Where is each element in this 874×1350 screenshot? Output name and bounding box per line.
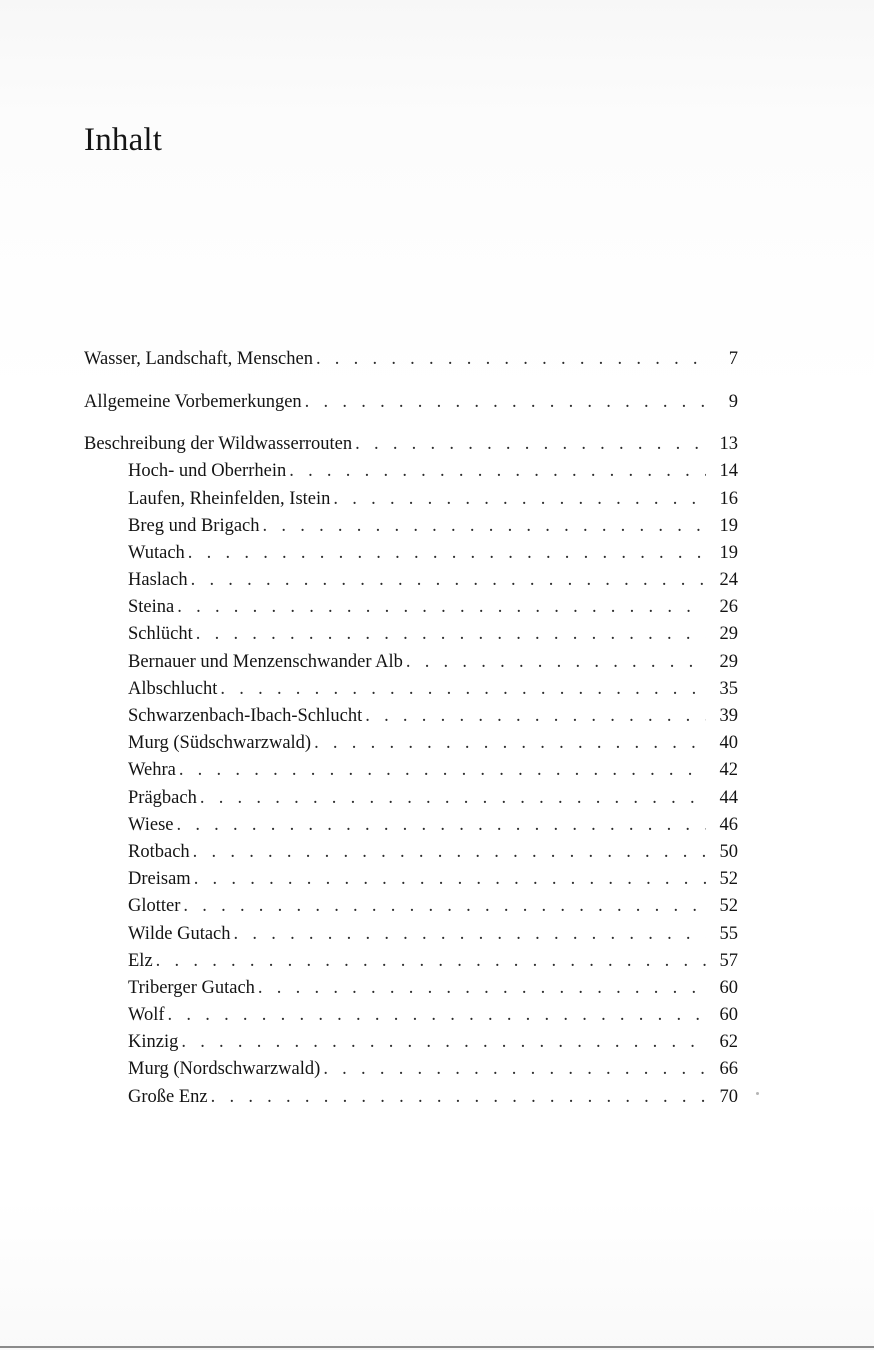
- toc-subentry: [84, 730, 738, 757]
- toc-page-number: 70: [719, 1086, 738, 1107]
- toc-page-number: 52: [719, 896, 738, 917]
- dot-leader: [173, 812, 706, 839]
- toc-subentry: [84, 975, 738, 1002]
- page-title: Inhalt: [84, 122, 163, 158]
- toc-entry-label: Wiese: [128, 814, 174, 835]
- toc-entry-label: Prägbach: [128, 787, 197, 808]
- toc-page-number: 29: [719, 624, 738, 645]
- dot-leader: [197, 785, 706, 812]
- toc-subentry: [84, 513, 738, 540]
- toc-entry: [84, 389, 738, 416]
- toc-page-number: 9: [728, 391, 738, 412]
- dot-leader: [352, 431, 706, 458]
- dot-leader: [165, 1002, 706, 1029]
- toc-entry-label: Wehra: [128, 760, 176, 781]
- toc-entry-label: Albschlucht: [128, 678, 218, 699]
- dot-leader: [286, 458, 706, 485]
- toc-page-number: 42: [719, 760, 738, 781]
- toc-subentry: [84, 921, 738, 948]
- dot-leader: [260, 513, 706, 540]
- toc-subentry: [84, 676, 738, 703]
- toc-entry-label: Große Enz: [128, 1086, 208, 1107]
- toc-entry-label: Hoch- und Oberrhein: [128, 461, 287, 482]
- toc-page-number: 35: [719, 678, 738, 699]
- toc-entry-label: Schwarzenbach-Ibach-Schlucht: [128, 706, 363, 727]
- toc-page-number: 44: [719, 787, 738, 808]
- toc-entry-label: Allgemeine Vorbemerkungen: [84, 391, 302, 412]
- dot-leader: [190, 839, 706, 866]
- toc-entry: [84, 431, 738, 458]
- toc-page-number: 57: [719, 950, 738, 971]
- toc-subentry: [84, 785, 738, 812]
- toc-page-number: 50: [719, 841, 738, 862]
- toc-page-number: 19: [719, 515, 738, 536]
- dot-leader: [217, 676, 706, 703]
- toc-entry-label: Triberger Gutach: [128, 977, 255, 998]
- toc-page-number: 55: [719, 923, 738, 944]
- dot-leader: [362, 703, 706, 730]
- toc-page-number: 52: [719, 869, 738, 890]
- toc-entry-label: Wilde Gutach: [128, 923, 231, 944]
- toc-entry-label: Wolf: [128, 1005, 165, 1026]
- dot-leader: [231, 921, 706, 948]
- dot-leader: [188, 567, 706, 594]
- dot-leader: [208, 1084, 706, 1111]
- dot-leader: [178, 1029, 706, 1056]
- toc-entry-label: Elz: [128, 950, 153, 971]
- dot-leader: [302, 389, 706, 416]
- dot-leader: [313, 346, 706, 373]
- toc-subentry: [84, 893, 738, 920]
- dot-leader: [255, 975, 706, 1002]
- toc-entry-label: Wutach: [128, 542, 185, 563]
- toc-subentry: [84, 621, 738, 648]
- dot-leader: [185, 540, 706, 567]
- toc-page-number: 19: [719, 542, 738, 563]
- page-bottom-edge: [0, 1346, 874, 1348]
- dot-leader: [311, 730, 706, 757]
- toc-subentry: [84, 649, 738, 676]
- toc-page-number: 39: [719, 706, 738, 727]
- toc-page-number: 66: [719, 1059, 738, 1080]
- print-speck: [756, 1092, 759, 1095]
- toc-subentry: [84, 1084, 738, 1111]
- toc-entry-label: Haslach: [128, 570, 188, 591]
- toc-page-number: 16: [719, 488, 738, 509]
- toc-page-number: 62: [719, 1032, 738, 1053]
- toc-entry-label: Glotter: [128, 896, 181, 917]
- toc-subentry: [84, 1002, 738, 1029]
- toc-page-number: 29: [719, 651, 738, 672]
- toc-page-number: 46: [719, 814, 738, 835]
- toc-page-number: 14: [719, 461, 738, 482]
- toc-page-number: 40: [719, 733, 738, 754]
- dot-leader: [180, 893, 706, 920]
- toc-subentry: [84, 757, 738, 784]
- toc-subentry: [84, 866, 738, 893]
- toc-page-number: 7: [728, 349, 738, 369]
- toc-subentry: [84, 839, 738, 866]
- toc-subentry: [84, 540, 738, 567]
- toc-entry-label: Breg und Brigach: [128, 515, 260, 536]
- toc-entry-label: Wasser, Landschaft, Menschen: [84, 349, 313, 369]
- dot-leader: [174, 594, 706, 621]
- dot-leader: [191, 866, 706, 893]
- toc-page-number: 13: [719, 434, 738, 455]
- toc-subentry: [84, 703, 738, 730]
- toc-entry-label: Bernauer und Menzenschwander Alb: [128, 651, 403, 672]
- toc-entry-label: Beschreibung der Wildwasserrouten: [84, 434, 353, 455]
- dot-leader: [153, 948, 706, 975]
- toc-subentry: [84, 812, 738, 839]
- dot-leader: [193, 621, 706, 648]
- toc-entry-label: Murg (Südschwarzwald): [128, 733, 312, 754]
- toc-entry-label: Kinzig: [128, 1032, 179, 1053]
- dot-leader: [176, 757, 706, 784]
- toc-subentry: [84, 567, 738, 594]
- toc-page-number: 26: [719, 597, 738, 618]
- toc-entry-label: Dreisam: [128, 869, 191, 890]
- toc-entry-label: Schlücht: [128, 624, 193, 645]
- toc-page-number: 60: [719, 1005, 738, 1026]
- dot-leader: [330, 486, 706, 513]
- toc-subentry: [84, 948, 738, 975]
- toc-entry-label: Steina: [128, 597, 175, 618]
- toc-entry-label: Laufen, Rheinfelden, Istein: [128, 488, 331, 509]
- table-of-contents: [84, 346, 738, 1111]
- toc-entry-label: Rotbach: [128, 841, 190, 862]
- toc-page-number: 24: [719, 570, 738, 591]
- toc-entry-label: Murg (Nordschwarzwald): [128, 1059, 321, 1080]
- dot-leader: [403, 649, 706, 676]
- toc-subentry: [84, 1029, 738, 1056]
- toc-subentry: [84, 486, 738, 513]
- dot-leader: [320, 1056, 706, 1083]
- toc-page-number: 60: [719, 977, 738, 998]
- toc-subentry: [84, 458, 738, 485]
- toc-entry: [84, 346, 738, 373]
- toc-subentry: [84, 594, 738, 621]
- toc-subentry: [84, 1056, 738, 1083]
